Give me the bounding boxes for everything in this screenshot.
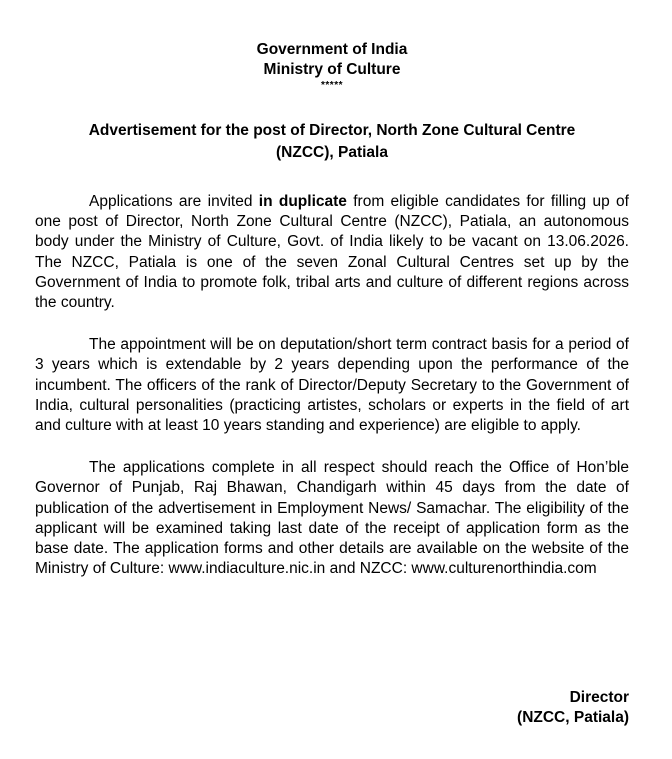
- header-ministry: Ministry of Culture: [263, 61, 401, 78]
- signature-block: [517, 688, 629, 728]
- paragraph-appointment: The appointment will be on deputation/short term contract basis for a period of 3 years which is extendable by 2 years depending upon the performance of the incumbent. The officers of the rank of Director/Deputy Secretary to the Government of India, cultural personalities (practicing artistes, scholars or experts in the field of art and culture with at least 10 years standing and experience) are eligible to apply.: [35, 336, 629, 435]
- paragraph-1-rest: from eligible candidates for filling up of one post of Director, North Zone Cultural Centre (NZCC), Patiala, an autonomous body under the Ministry of Culture, Govt. of India likely to be vacant on 13.06.2026. The NZCC, Patiala is one of the seven Zonal Cultural Centres set up by the Government of India to promote folk, tribal arts and culture of different regions across the country.: [35, 193, 629, 312]
- header-separator-stars: *****: [321, 80, 343, 91]
- document-page: [35, 40, 629, 726]
- subject-heading: [35, 120, 629, 164]
- paragraph-1-start: Applications are invited: [89, 193, 259, 210]
- emphasis-in-duplicate: in duplicate: [258, 193, 347, 210]
- paragraph-submission: The applications complete in all respect should reach the Office of Hon’ble Governor of Punjab, Raj Bhawan, Chandigarh within 45 days from the date of publication of the advertisement in Employment News/ Samachar. The eligibility of the applicant will be examined taking last date of the receipt of application form as the base date. The application forms and other details are available on the website of the Ministry of Culture: www.indiaculture.nic.in and NZCC: www.culturenorthindia.com: [35, 459, 629, 578]
- subject-line-1: Advertisement for the post of Director, North Zone Cultural Centre: [88, 122, 576, 139]
- signature-title: Director: [569, 689, 629, 706]
- header: [35, 40, 629, 80]
- paragraph-applications: [35, 192, 629, 313]
- header-government: Government of India: [256, 41, 408, 58]
- signature-organization: (NZCC, Patiala): [517, 709, 629, 726]
- subject-line-2: (NZCC), Patiala: [276, 144, 388, 161]
